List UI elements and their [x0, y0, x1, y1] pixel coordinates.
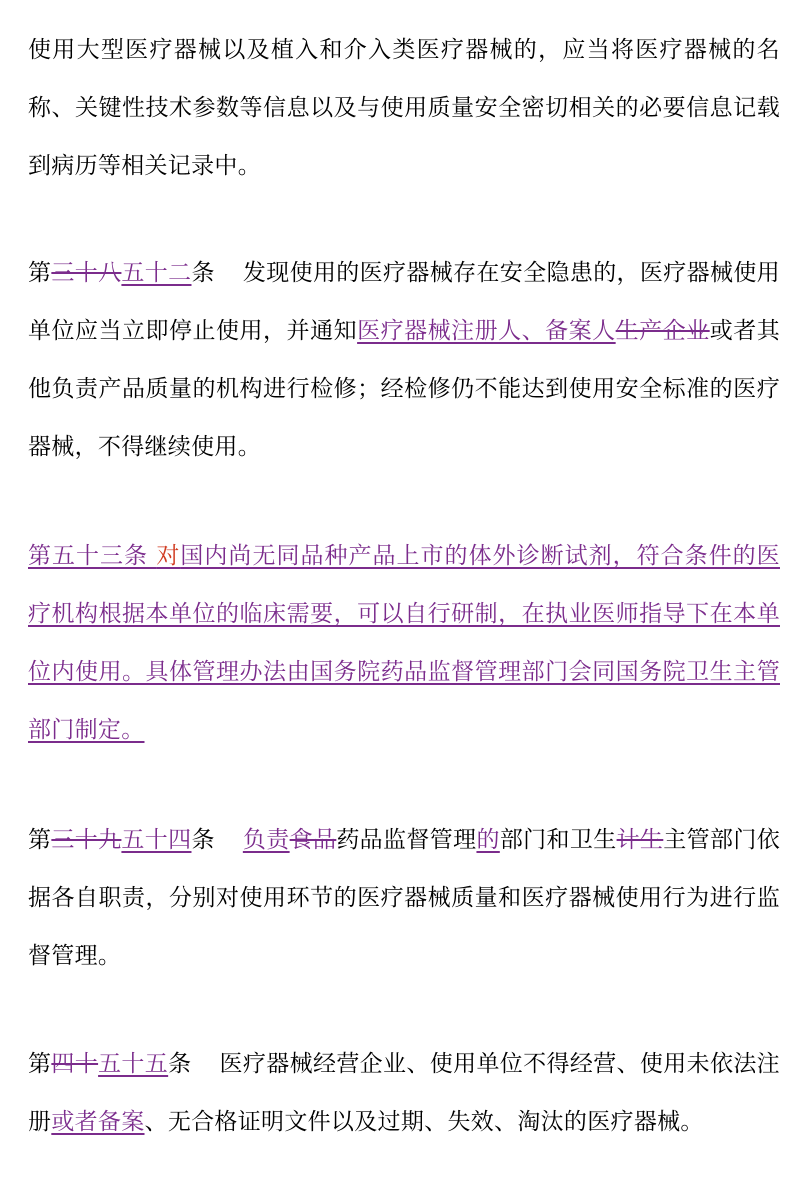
inserted-article-number: 五十二: [121, 260, 192, 286]
article-prefix: 第: [28, 260, 52, 286]
article-prefix: 第: [28, 827, 52, 853]
paragraph-text: 发现使用的医疗器械存在安全隐患的，医疗器械使用单位应当立即停止使用，并通知: [28, 260, 780, 344]
paragraph-article-54: [28, 811, 780, 985]
inserted-article-number: 五十四: [121, 827, 192, 853]
deleted-text: 计生: [616, 827, 664, 853]
inserted-text: 或者备案: [51, 1109, 145, 1135]
paragraph-text: 医疗器械经营企业、使用单位不得经营、使用未依法注册: [28, 1051, 780, 1135]
paragraph-article-55: [28, 1035, 780, 1151]
deleted-article-number: 三十九: [51, 827, 122, 853]
paragraph-text: 、无合格证明文件以及过期、失效、淘汰的医疗器械。: [144, 1109, 704, 1135]
paragraph-text: 或者其他负责产品质量的机构进行检修；经检修仍不能达到使用安全标准的医疗器械，不得继续使用。: [28, 318, 780, 460]
paragraph-article-51-tail: [28, 21, 780, 195]
article-suffix: 条: [168, 1051, 192, 1077]
inserted-paragraph-text: 国内尚无同品种产品上市的体外诊断试剂，符合条件的医疗机构根据本单位的临床需要，可以自行研制，在执业医师指导下在本单位内使用。具体管理办法由国务院药品监督管理部门会同国务院卫生主管部门制定。: [28, 543, 780, 743]
paragraph-article-52: [28, 244, 780, 476]
article-suffix: 条: [191, 827, 215, 853]
inserted-article-heading: 第五十三条: [28, 543, 157, 569]
paragraph-text: 主管部门依据各自职责，分别对使用环节的医疗器械质量和医疗器械使用行为进行监督管理。: [28, 827, 781, 969]
paragraph-text: 药品监督管理: [336, 827, 477, 853]
inserted-text: 医疗器械注册人、备案人: [357, 318, 616, 344]
paragraph-article-53: [28, 527, 780, 759]
deleted-text: 生产企业: [615, 318, 710, 344]
paragraph-text: 使用大型医疗器械以及植入和介入类医疗器械的，应当将医疗器械的名称、关键性技术参数等信息以及与使用质量安全密切相关的必要信息记载到病历等相关记录中。: [28, 37, 780, 179]
deleted-article-number: 三十八: [51, 260, 122, 286]
inserted-red-char: 对: [156, 543, 181, 569]
inserted-text: 负责: [242, 827, 290, 853]
inserted-article-number: 五十五: [98, 1051, 169, 1077]
inserted-text: 的: [476, 827, 500, 853]
paragraph-text: 部门和卫生: [499, 827, 617, 853]
deleted-text: 食品: [289, 827, 337, 853]
article-suffix: 条: [191, 260, 215, 286]
article-prefix: 第: [28, 1051, 52, 1077]
deleted-article-number: 四十: [51, 1051, 99, 1077]
